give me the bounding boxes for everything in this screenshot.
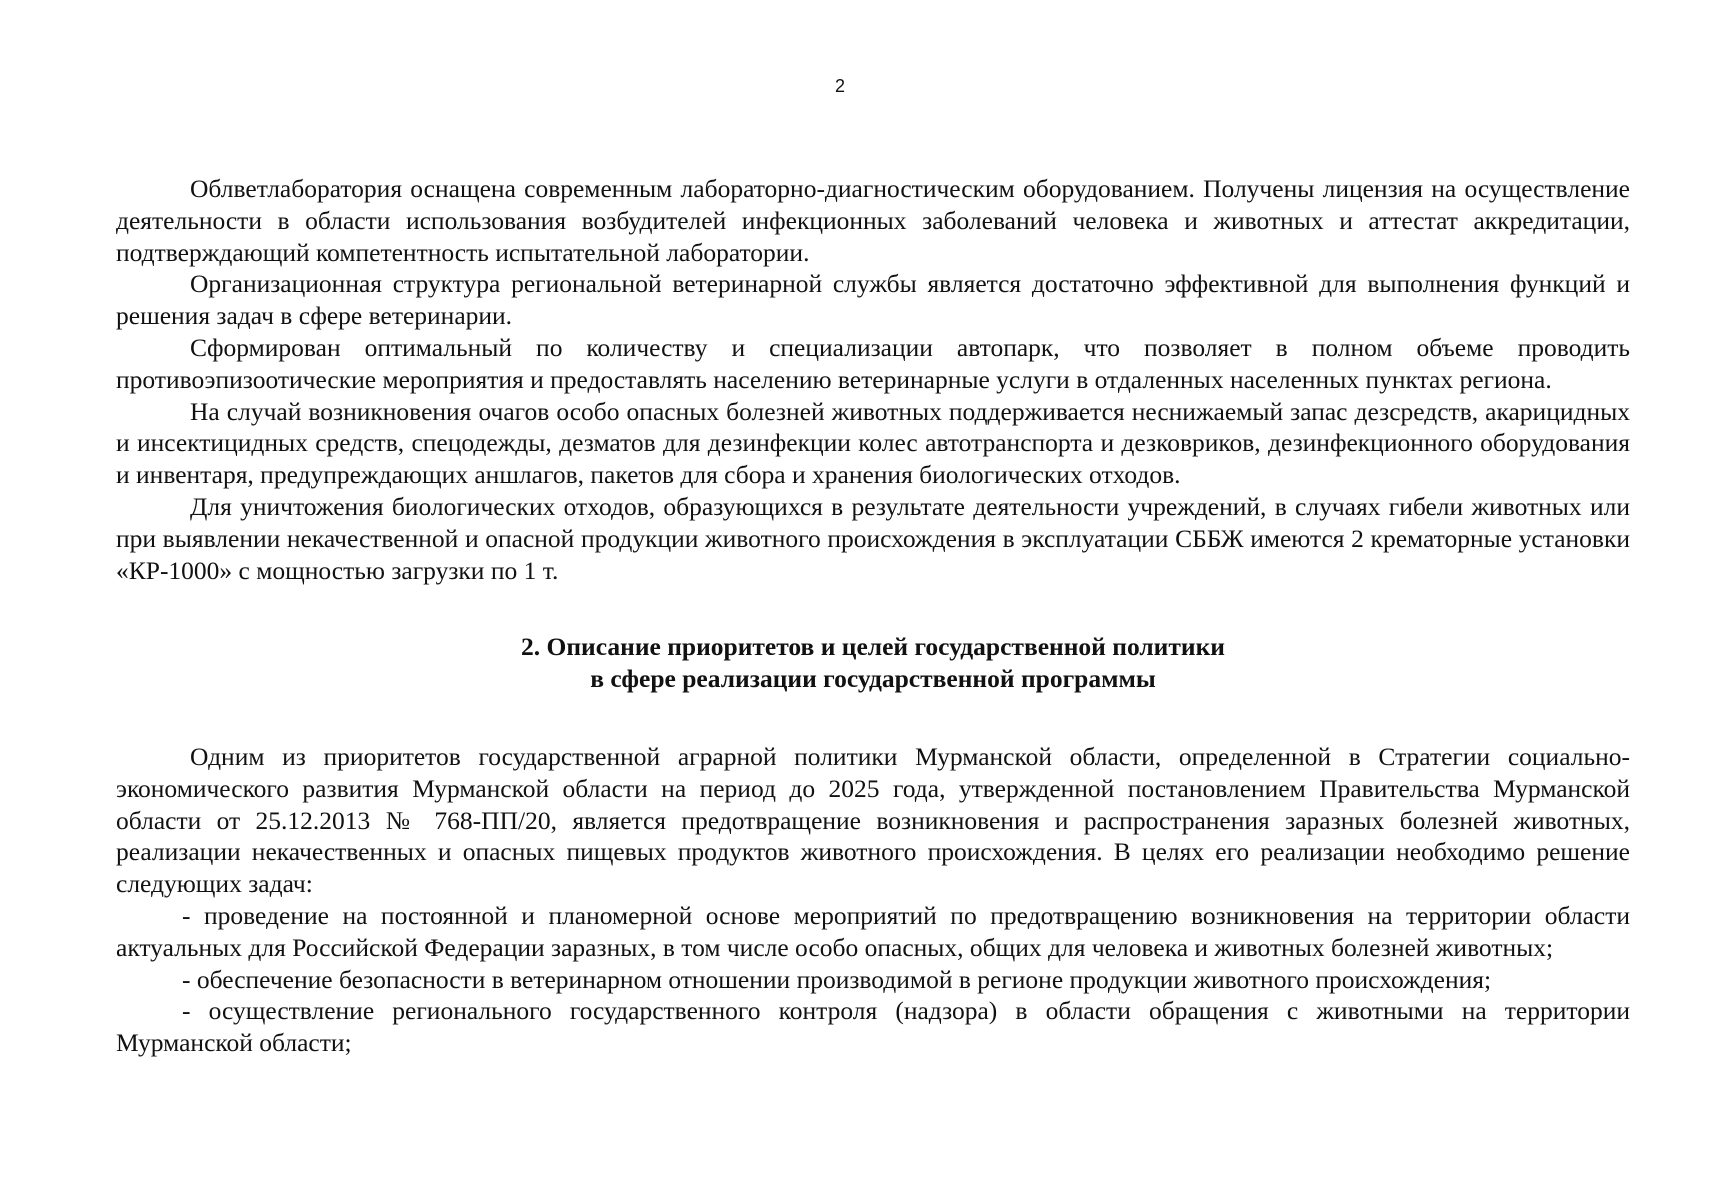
paragraph-laboratory: Облветлаборатория оснащена современным лабораторно-диагностическим оборудованием. Получены лицензия на осуществление деятельности в области использования возбудителей инфекционных заболеваний человека и животных и аттестат аккредитации, подтверждающий компетентность испытательной лаборатории. (116, 174, 1630, 267)
section-heading (116, 631, 1630, 695)
paragraph-vehicle-fleet: Сформирован оптимальный по количеству и специализации автопарк, что позволяет в полном объеме проводить противоэпизоотические мероприятия и предоставлять населению ветеринарные услуги в отдаленных населенных пунктах региона. (116, 332, 1630, 394)
paragraph-biological-waste: Для уничтожения биологических отходов, образующихся в результате деятельности учреждений, в случаях гибели животных или при выявлении некачественной и опасной продукции животного происхождения в эксплуатации СББЖ имеются 2 крематорные установки «КР-1000» с мощностью загрузки по 1 т. (116, 491, 1630, 585)
paragraph-reserve-supplies: На случай возникновения очагов особо опасных болезней животных поддерживается неснижаемый запас дезсредств, акарицидных и инсектицидных средств, спецодежды, дезматов для дезинфекции колес автотранспорта и дезковриков, дезинфекционного оборудования и инвентаря, предупреждающих аншлагов, пакетов для сбора и хранения биологических отходов. (116, 396, 1630, 490)
section-intro-paragraph: Одним из приоритетов государственной аграрной политики Мурманской области, определенной в Стратегии социально-экономического развития Мурманской области на период до 2025 года, утвержденной постановлением Правительства Мурманской области от 25.12.2013 № 768-ПП/20, является предотвращение возникновения и распространения заразных болезней животных, реализации некачественных и опасных пищевых продуктов животного происхождения. В целях его реализации необходимо решение следующих задач: (116, 741, 1630, 899)
page-number: 2 (834, 76, 845, 96)
document-body (116, 173, 1630, 1059)
section-heading-line-1: 2. Описание приоритетов и целей государственной политики (521, 632, 1225, 662)
task-list-item: - осуществление регионального государственного контроля (надзора) в области обращения с животными на территории Мурманской области; (116, 996, 1630, 1058)
section-heading-line-2: в сфере реализации государственной программы (590, 664, 1156, 694)
task-list-item: - проведение на постоянной и планомерной основе мероприятий по предотвращению возникновения на территории области актуальных для Российской Федерации заразных, в том числе особо опасных, общих для человека и животных болезней животных; (116, 900, 1630, 962)
task-list-item: - обеспечение безопасности в ветеринарном отношении производимой в регионе продукции животного происхождения; (182, 964, 1492, 994)
paragraph-organizational-structure: Организационная структура региональной ветеринарной службы является достаточно эффективной для выполнения функций и решения задач в сфере ветеринарии. (116, 269, 1630, 331)
